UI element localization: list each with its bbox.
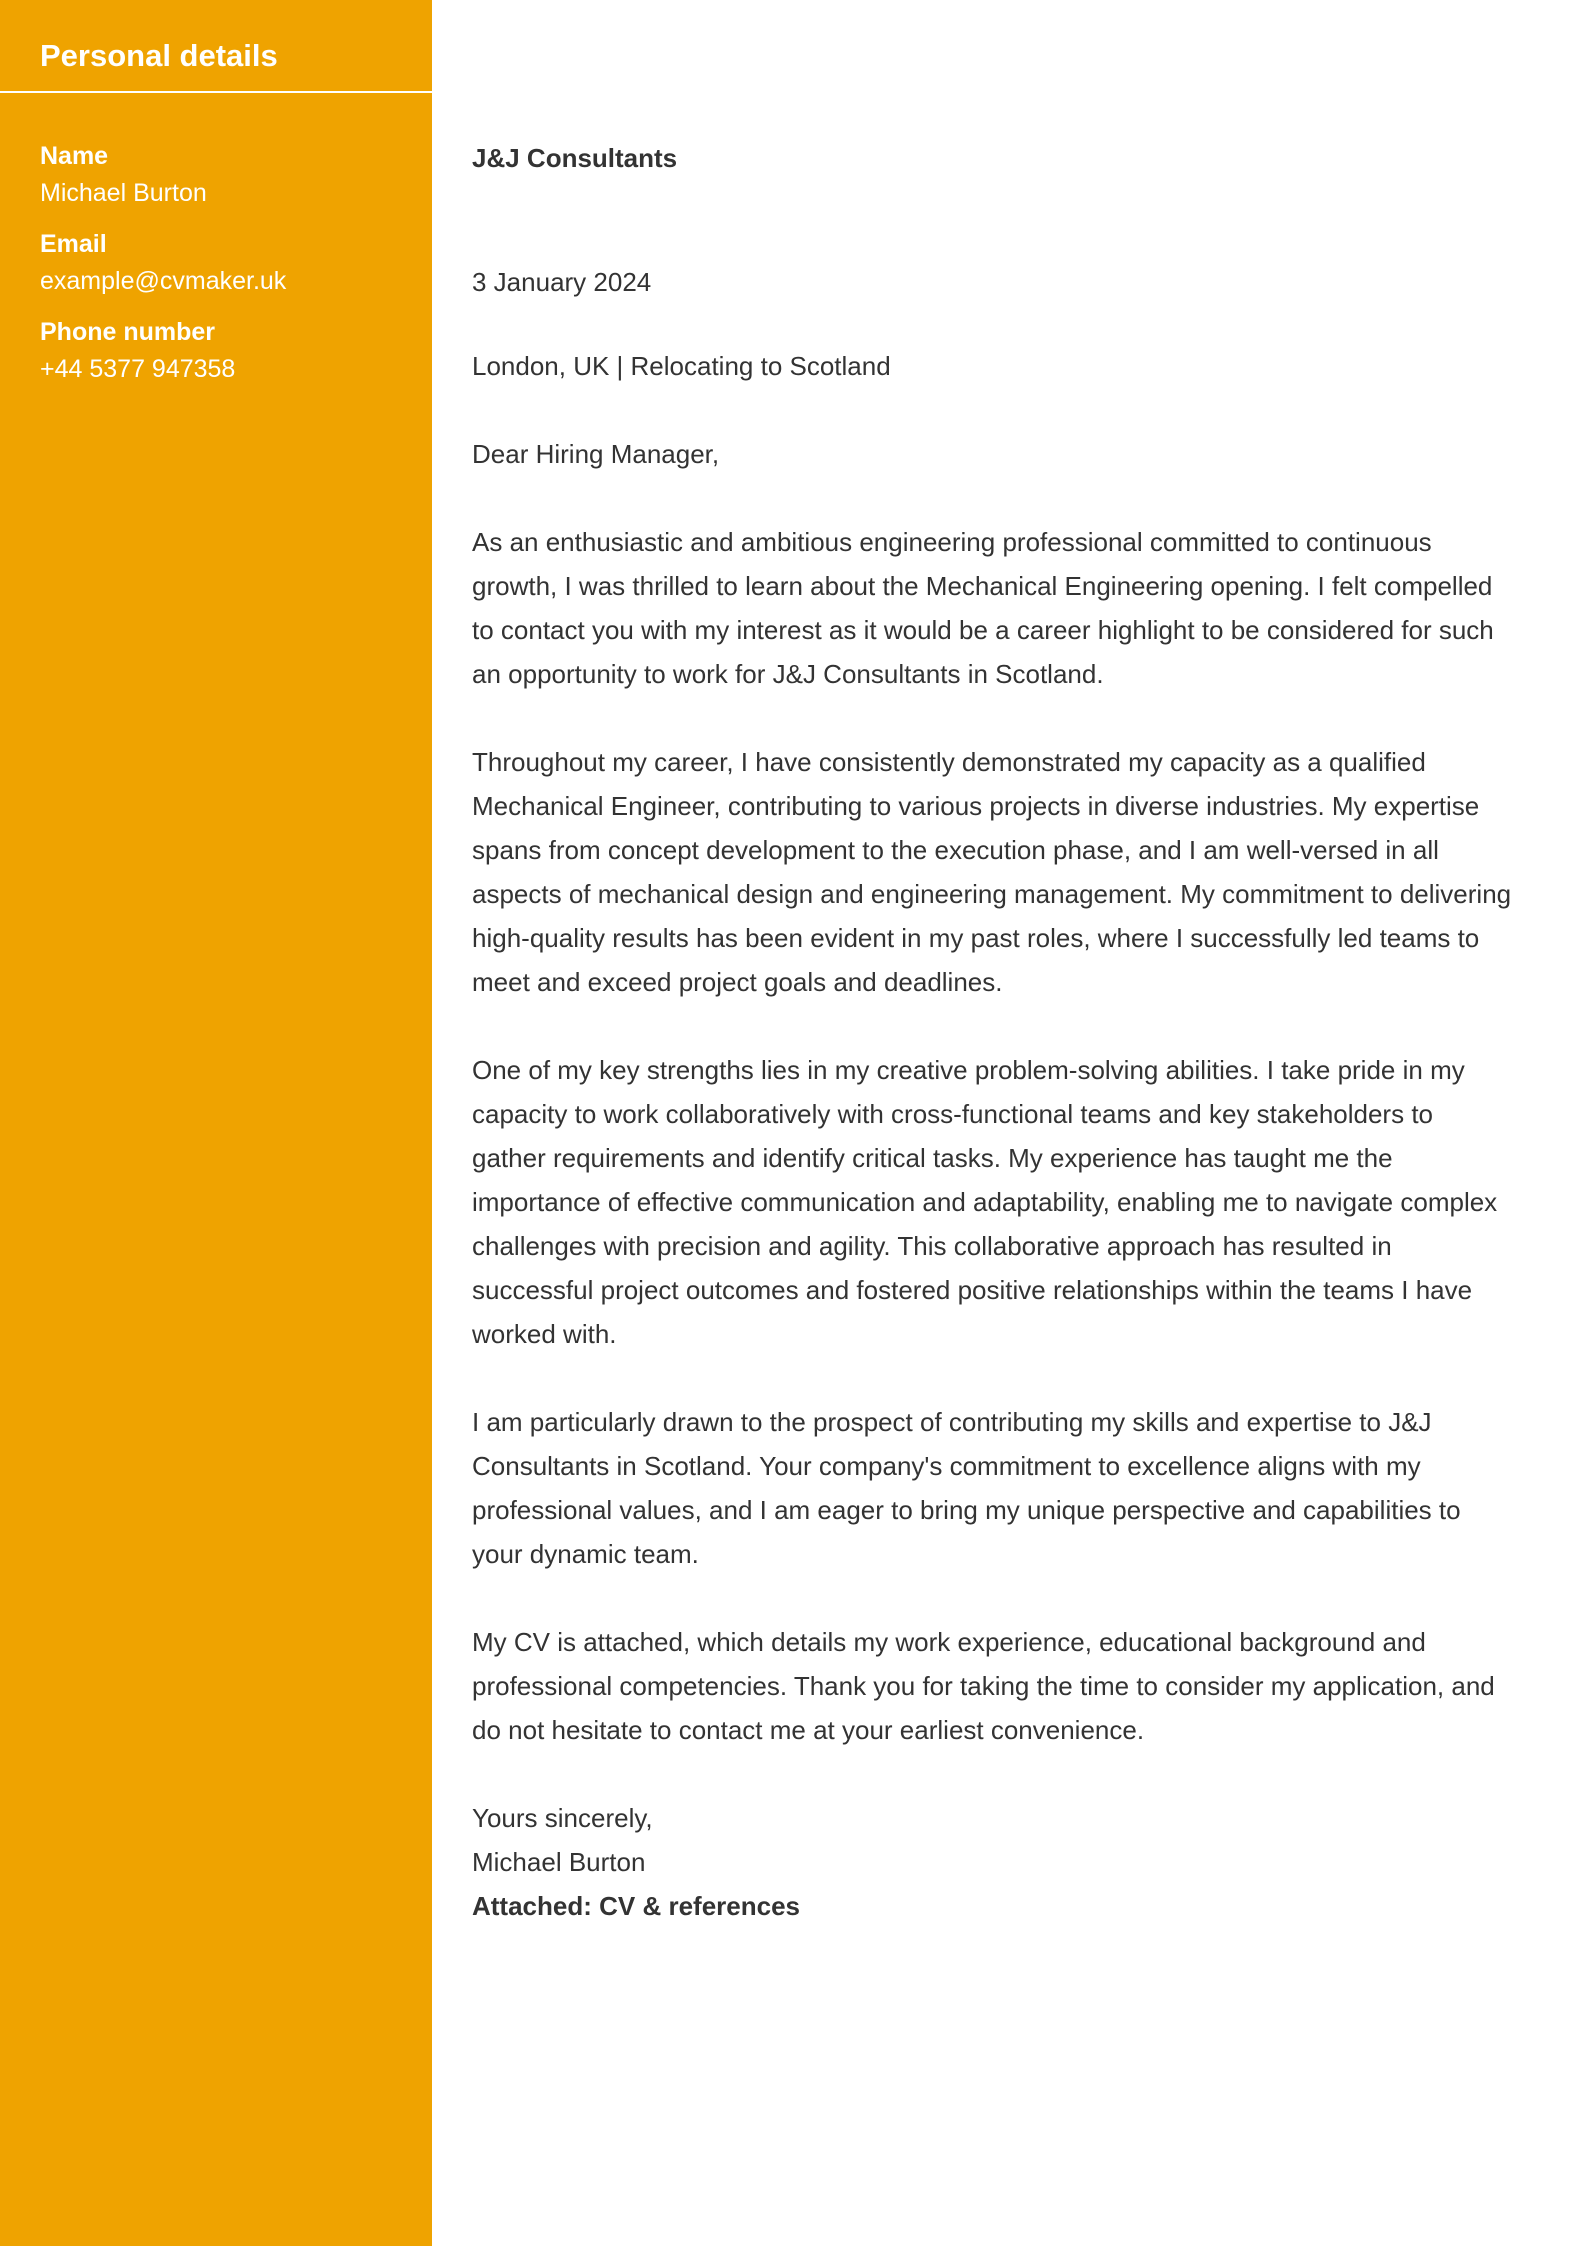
sidebar-title: Personal details — [40, 38, 278, 73]
sidebar-header — [0, 0, 432, 93]
closing-block — [472, 1796, 1512, 1928]
paragraph: I am particularly drawn to the prospect of contributing my skills and expertise to J&J Consultants in Scotland. Your company's commitment to excellence aligns with my professional values, and I am eager to bring my unique perspective and capabilities to your dynamic team. — [472, 1407, 1461, 1569]
sidebar-fields — [0, 93, 432, 388]
paragraph: One of my key strengths lies in my creative problem-solving abilities. I take pride in my capacity to work collaboratively with cross-functional teams and key stakeholders to gather requirements and identify critical tasks. My experience has taught me the importance of effective communication and adaptability, enabling me to navigate complex challenges with precision and agility. This collaborative approach has resulted in successful project outcomes and fostered positive relationships within the teams I have worked with. — [472, 1055, 1498, 1349]
name-label: Name — [40, 142, 109, 170]
phone-field — [40, 314, 432, 388]
phone-label: Phone number — [40, 318, 216, 346]
phone-value: +44 5377 947358 — [40, 355, 236, 383]
name-field — [40, 138, 432, 212]
closing: Yours sincerely, — [472, 1803, 653, 1833]
email-value: example@cvmaker.uk — [40, 267, 287, 295]
letter-text — [472, 432, 1512, 1928]
email-field — [40, 226, 432, 300]
paragraph: Throughout my career, I have consistently demonstrated my capacity as a qualified Mechanical Engineer, contributing to various projects in diverse industries. My expertise spans from concept development to the execution phase, and I am well-versed in all aspects of mechanical design and engineering management. My commitment to delivering high-quality results has been evident in my past roles, where I successfully led teams to meet and exceed project goals and deadlines. — [472, 747, 1512, 997]
letter-location: London, UK | Relocating to Scotland — [472, 351, 891, 381]
paragraph: My CV is attached, which details my work experience, educational background and professional competencies. Thank you for taking the time to consider my application, and do not hesitate to contact me at your earliest convenience. — [472, 1627, 1495, 1745]
signature: Michael Burton — [472, 1847, 646, 1877]
recipient-company: J&J Consultants — [472, 143, 678, 173]
salutation: Dear Hiring Manager, — [472, 439, 720, 469]
letter-date: 3 January 2024 — [472, 267, 652, 297]
attachment-note: Attached: CV & references — [472, 1891, 800, 1921]
personal-details-sidebar — [0, 0, 432, 2246]
paragraph: As an enthusiastic and ambitious engineering professional committed to continuous growth, I was thrilled to learn about the Mechanical Engineering opening. I felt compelled to contact you with my interest as it would be a career highlight to be considered for such an opportunity to work for J&J Consultants in Scotland. — [472, 527, 1494, 689]
email-label: Email — [40, 230, 107, 258]
name-value: Michael Burton — [40, 179, 207, 207]
